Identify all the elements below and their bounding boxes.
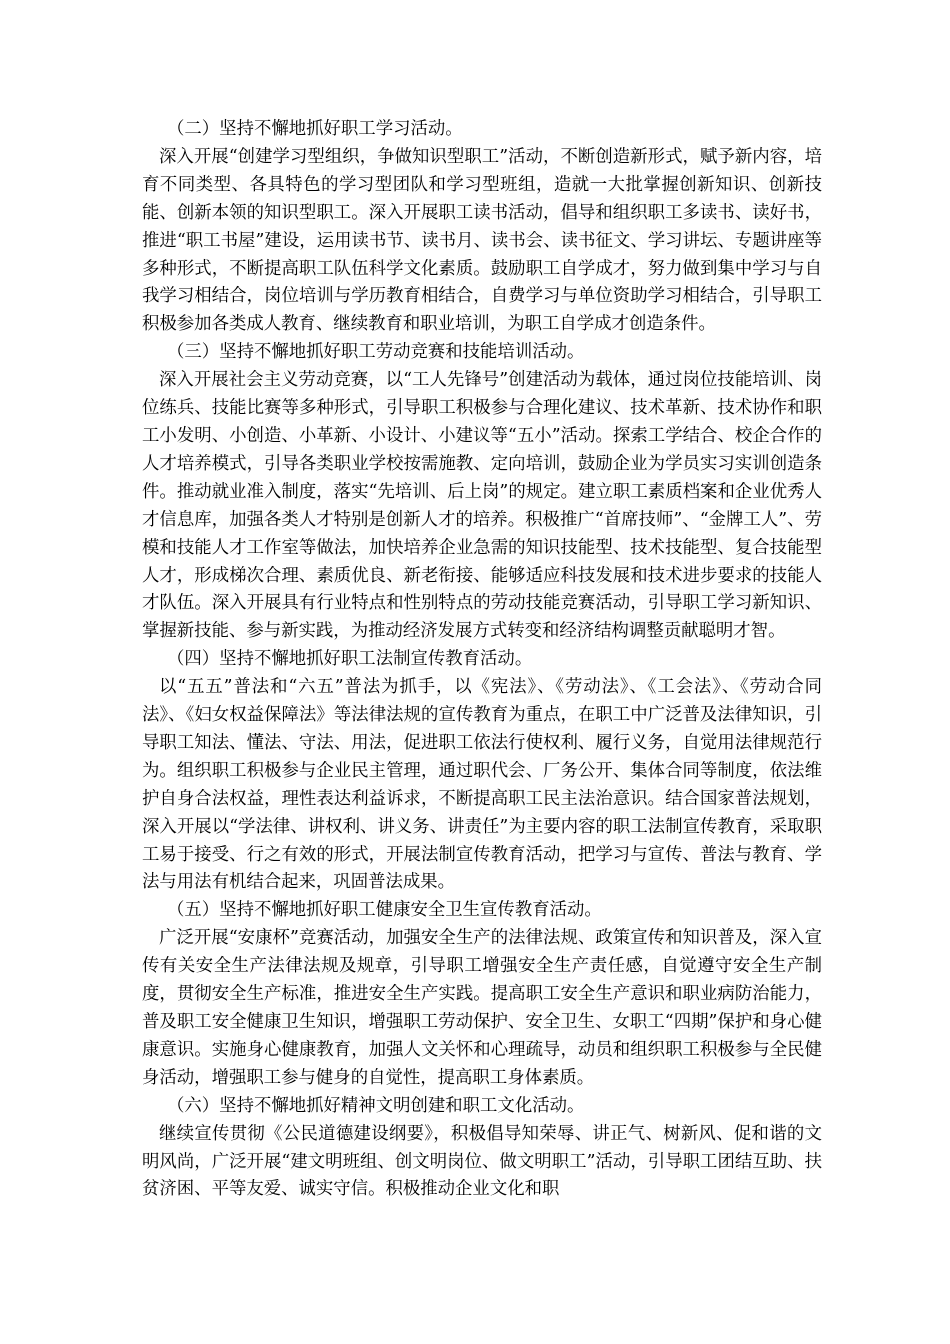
section-paragraph-6: 继续宣传贯彻《公民道德建设纲要》，积极倡导知荣辱、讲正气、树新风、促和谐的文明风尚，广泛开展“建文明班组、创文明岗位、做文明职工”活动，引导职工团结互助、扶贫济困、平等友爱、诚实守信。积极推动企业文化和职 xyxy=(142,1123,822,1200)
section-paragraph-3: 深入开展社会主义劳动竞赛，以“工人先锋号”创建活动为载体，通过岗位技能培训、岗位练兵、技能比赛等多种形式，引导职工积极参与合理化建议、技术革新、技术协作和职工小发明、小创造、小革新、小设计、小建议等“五小”活动。探索工学结合、校企合作的人才培养模式，引导各类职业学校按需施教、定向培训，鼓励企业为学员实习实训创造条件。推动就业准入制度，落实“先培训、后上岗”的规定。建立职工素质档案和企业优秀人才信息库，加强各类人才特别是创新人才的培养。积极推广“首席技师”、“金牌工人”、劳模和技能人才工作室等做法，加快培养企业急需的知识技能型、技术技能型、复合技能型人才，形成梯次合理、素质优良、新老衔接、能够适应科技发展和技术进步要求的技能人才队伍。深入开展具有行业特点和性别特点的劳动技能竞赛活动，引导职工学习新知识、掌握新技能、参与新实践，为推动经济发展方式转变和经济结构调整贡献聪明才智。 xyxy=(142,370,822,642)
section-heading-3: （三）坚持不懈地抓好职工劳动竞赛和技能培训活动。 xyxy=(167,342,585,363)
section-paragraph-4: 以“五五”普法和“六五”普法为抓手，以《宪法》、《劳动法》、《工会法》、《劳动合同法》、《妇女权益保障法》等法律法规的宣传教育为重点，在职工中广泛普及法律知识，引导职工知法、懂法、守法、用法，促进职工依法行使权利、履行义务，自觉用法律规范行为。组织职工积极参与企业民主管理，通过职代会、厂务公开、集体合同等制度，依法维护自身合法权益，理性表达利益诉求，不断提高职工民主法治意识。结合国家普法规划，深入开展以“学法律、讲权利、讲义务、讲责任”为主要内容的职工法制宣传教育，采取职工易于接受、行之有效的形式，开展法制宣传教育活动，把学习与宣传、普法与教育、学法与用法有机结合起来，巩固普法成果。 xyxy=(142,677,822,893)
section-heading-6: （六）坚持不懈地抓好精神文明创建和职工文化活动。 xyxy=(167,1095,585,1116)
section-heading-5: （五）坚持不懈地抓好职工健康安全卫生宣传教育活动。 xyxy=(167,900,602,921)
section-heading-4: （四）坚持不懈地抓好职工法制宣传教育活动。 xyxy=(167,649,533,670)
section-paragraph-5: 广泛开展“安康杯”竞赛活动，加强安全生产的法律法规、政策宣传和知识普及，深入宣传有关安全生产法律法规及规章，引导职工增强安全生产责任感，自觉遵守安全生产制度，贯彻安全生产标准，推进安全生产实践。提高职工安全生产意识和职业病防治能力，普及职工安全健康卫生知识，增强职工劳动保护、安全卫生、女职工“四期”保护和身心健康意识。实施身心健康教育，加强人文关怀和心理疏导，动员和组织职工积极参与全民健身活动，增强职工参与健身的自觉性，提高职工身体素质。 xyxy=(142,928,822,1088)
document-body xyxy=(142,116,822,1204)
section-paragraph-2: 深入开展“创建学习型组织，争做知识型职工”活动，不断创造新形式，赋予新内容，培育不同类型、各具特色的学习型团队和学习型班组，造就一大批掌握创新知识、创新技能、创新本领的知识型职工。深入开展职工读书活动，倡导和组织职工多读书、读好书，推进“职工书屋”建设，运用读书节、读书月、读书会、读书征文、学习讲坛、专题讲座等多种形式，不断提高职工队伍科学文化素质。鼓励职工自学成才，努力做到集中学习与自我学习相结合，岗位培训与学历教育相结合，自费学习与单位资助学习相结合，引导职工积极参加各类成人教育、继续教育和职业培训，为职工自学成才创造条件。 xyxy=(142,146,822,335)
section-heading-2: （二）坚持不懈地抓好职工学习活动。 xyxy=(167,119,463,139)
